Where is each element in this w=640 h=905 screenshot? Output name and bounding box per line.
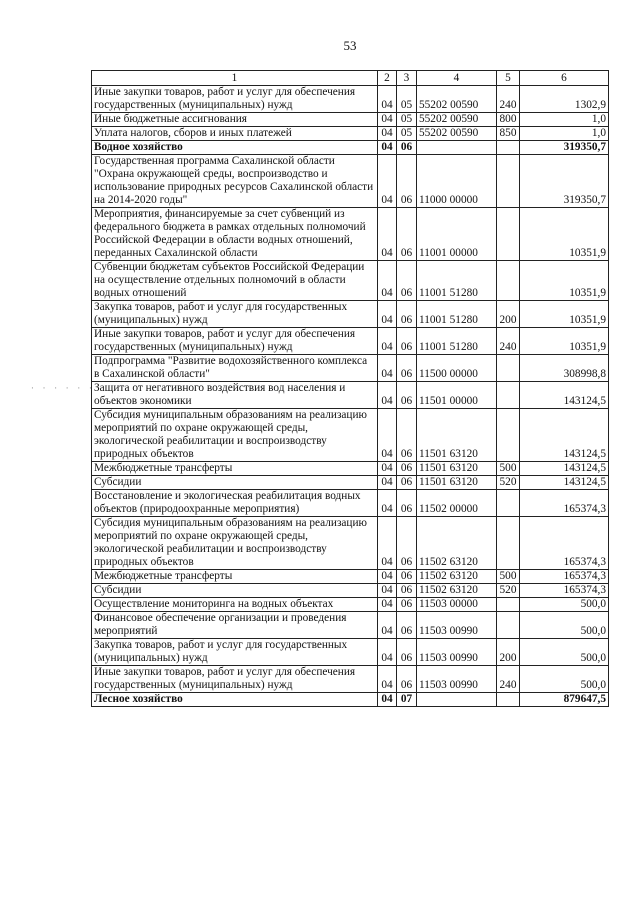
row-target-article: 55202 00590 <box>417 113 497 127</box>
row-amount: 165374,3 <box>520 584 609 598</box>
row-amount: 165374,3 <box>520 570 609 584</box>
header-target-article: 4 <box>417 71 497 86</box>
row-expense-type <box>497 490 520 517</box>
row-name: Защита от негативного воздействия вод населения и объектов экономики <box>92 382 378 409</box>
row-name: Иные закупки товаров, работ и услуг для обеспечения государственных (муниципальных) нужд <box>92 328 378 355</box>
header-amount: 6 <box>520 71 609 86</box>
row-subsection: 06 <box>397 666 417 693</box>
row-amount: 10351,9 <box>520 261 609 301</box>
row-name: Восстановление и экологическая реабилитация водных объектов (природоохранные мероприятия) <box>92 490 378 517</box>
row-target-article: 11503 00990 <box>417 666 497 693</box>
row-section: 04 <box>378 301 397 328</box>
row-expense-type <box>497 598 520 612</box>
row-name: Мероприятия, финансируемые за счет субвенций из федерального бюджета в рамках отдельных полномочий Российской Федерации в области водных отношений, переданных Сахалинской области <box>92 208 378 261</box>
row-subsection: 06 <box>397 141 417 155</box>
table-row <box>92 113 609 127</box>
row-name: Закупка товаров, работ и услуг для государственных (муниципальных) нужд <box>92 301 378 328</box>
row-amount: 879647,5 <box>520 693 609 707</box>
header-section: 2 <box>378 71 397 86</box>
row-subsection: 06 <box>397 517 417 570</box>
row-target-article: 11503 00000 <box>417 598 497 612</box>
row-expense-type: 240 <box>497 666 520 693</box>
row-expense-type <box>497 612 520 639</box>
row-name: Субвенции бюджетам субъектов Российской Федерации на осуществление отдельных полномочий в области водных отношений <box>92 261 378 301</box>
table-row <box>92 639 609 666</box>
row-subsection: 06 <box>397 355 417 382</box>
row-amount: 500,0 <box>520 598 609 612</box>
row-name: Иные закупки товаров, работ и услуг для обеспечения государственных (муниципальных) нужд <box>92 86 378 113</box>
row-target-article: 11500 00000 <box>417 355 497 382</box>
row-name: Межбюджетные трансферты <box>92 570 378 584</box>
row-target-article: 11000 00000 <box>417 155 497 208</box>
row-amount: 165374,3 <box>520 517 609 570</box>
row-name: Закупка товаров, работ и услуг для государственных (муниципальных) нужд <box>92 639 378 666</box>
row-section: 04 <box>378 86 397 113</box>
row-target-article: 11501 63120 <box>417 462 497 476</box>
header-expense-type: 5 <box>497 71 520 86</box>
table-row <box>92 261 609 301</box>
table-row <box>92 355 609 382</box>
row-expense-type <box>497 517 520 570</box>
row-subsection: 06 <box>397 301 417 328</box>
row-target-article: 11001 51280 <box>417 301 497 328</box>
row-subsection: 06 <box>397 328 417 355</box>
row-target-article: 11001 51280 <box>417 328 497 355</box>
budget-table <box>91 70 609 707</box>
row-expense-type <box>497 208 520 261</box>
row-section: 04 <box>378 113 397 127</box>
row-amount: 10351,9 <box>520 208 609 261</box>
row-name: Уплата налогов, сборов и иных платежей <box>92 127 378 141</box>
row-name: Иные бюджетные ассигнования <box>92 113 378 127</box>
row-subsection: 05 <box>397 113 417 127</box>
row-amount: 165374,3 <box>520 490 609 517</box>
row-name: Субсидия муниципальным образованиям на реализацию мероприятий по охране окружающей среды, экологической реабилитации и воспроизводству природных объектов <box>92 409 378 462</box>
row-amount: 1,0 <box>520 113 609 127</box>
row-subsection: 06 <box>397 155 417 208</box>
row-expense-type <box>497 382 520 409</box>
row-section: 04 <box>378 155 397 208</box>
row-target-article: 11503 00990 <box>417 612 497 639</box>
row-amount: 500,0 <box>520 639 609 666</box>
row-name: Субсидия муниципальным образованиям на реализацию мероприятий по охране окружающей среды, экологической реабилитации и воспроизводству природных объектов <box>92 517 378 570</box>
row-amount: 1,0 <box>520 127 609 141</box>
row-target-article <box>417 141 497 155</box>
row-target-article: 55202 00590 <box>417 127 497 141</box>
row-expense-type: 520 <box>497 476 520 490</box>
row-amount: 319350,7 <box>520 155 609 208</box>
row-target-article: 11501 63120 <box>417 476 497 490</box>
row-expense-type <box>497 155 520 208</box>
row-subsection: 06 <box>397 490 417 517</box>
row-amount: 500,0 <box>520 666 609 693</box>
row-expense-type: 240 <box>497 328 520 355</box>
row-subsection: 06 <box>397 382 417 409</box>
row-target-article: 11001 51280 <box>417 261 497 301</box>
header-subsection: 3 <box>397 71 417 86</box>
row-amount: 10351,9 <box>520 328 609 355</box>
row-section: 04 <box>378 462 397 476</box>
row-section: 04 <box>378 141 397 155</box>
row-expense-type: 240 <box>497 86 520 113</box>
header-name: 1 <box>92 71 378 86</box>
row-section: 04 <box>378 490 397 517</box>
row-subsection: 05 <box>397 86 417 113</box>
row-name: Лесное хозяйство <box>92 693 378 707</box>
table-row <box>92 612 609 639</box>
table-row <box>92 86 609 113</box>
row-amount: 308998,8 <box>520 355 609 382</box>
table-row <box>92 328 609 355</box>
row-name: Субсидии <box>92 584 378 598</box>
row-expense-type <box>497 261 520 301</box>
row-name: Иные закупки товаров, работ и услуг для обеспечения государственных (муниципальных) нужд <box>92 666 378 693</box>
row-expense-type: 500 <box>497 462 520 476</box>
row-target-article <box>417 693 497 707</box>
row-name: Подпрограмма "Развитие водохозяйственного комплекса в Сахалинской области" <box>92 355 378 382</box>
row-section: 04 <box>378 476 397 490</box>
row-amount: 10351,9 <box>520 301 609 328</box>
row-target-article: 55202 00590 <box>417 86 497 113</box>
row-amount: 500,0 <box>520 612 609 639</box>
row-amount: 319350,7 <box>520 141 609 155</box>
row-subsection: 07 <box>397 693 417 707</box>
row-target-article: 11501 00000 <box>417 382 497 409</box>
scan-mark: · · · · · · <box>30 384 94 393</box>
table-row <box>92 598 609 612</box>
row-amount: 143124,5 <box>520 476 609 490</box>
row-target-article: 11502 63120 <box>417 570 497 584</box>
table-row <box>92 208 609 261</box>
row-name: Финансовое обеспечение организации и проведения мероприятий <box>92 612 378 639</box>
row-subsection: 06 <box>397 598 417 612</box>
table-row <box>92 584 609 598</box>
row-target-article: 11503 00990 <box>417 639 497 666</box>
row-section: 04 <box>378 261 397 301</box>
row-subsection: 06 <box>397 612 417 639</box>
row-amount: 143124,5 <box>520 462 609 476</box>
row-amount: 143124,5 <box>520 382 609 409</box>
row-expense-type <box>497 141 520 155</box>
row-section: 04 <box>378 612 397 639</box>
row-expense-type: 850 <box>497 127 520 141</box>
row-subsection: 06 <box>397 570 417 584</box>
table-row <box>92 570 609 584</box>
row-subsection: 06 <box>397 462 417 476</box>
row-name: Межбюджетные трансферты <box>92 462 378 476</box>
row-subsection: 06 <box>397 208 417 261</box>
row-target-article: 11502 63120 <box>417 517 497 570</box>
row-target-article: 11501 63120 <box>417 409 497 462</box>
row-subsection: 06 <box>397 584 417 598</box>
row-expense-type: 200 <box>497 639 520 666</box>
row-name: Субсидии <box>92 476 378 490</box>
row-expense-type <box>497 409 520 462</box>
row-name: Осуществление мониторинга на водных объектах <box>92 598 378 612</box>
row-section: 04 <box>378 693 397 707</box>
table-row <box>92 409 609 462</box>
row-expense-type <box>497 693 520 707</box>
row-section: 04 <box>378 355 397 382</box>
table-row <box>92 301 609 328</box>
row-amount: 1302,9 <box>520 86 609 113</box>
row-subsection: 06 <box>397 409 417 462</box>
row-section: 04 <box>378 584 397 598</box>
row-expense-type <box>497 355 520 382</box>
row-target-article: 11502 00000 <box>417 490 497 517</box>
table-row <box>92 490 609 517</box>
row-section: 04 <box>378 409 397 462</box>
table-row <box>92 141 609 155</box>
row-subsection: 06 <box>397 261 417 301</box>
row-target-article: 11502 63120 <box>417 584 497 598</box>
row-name: Водное хозяйство <box>92 141 378 155</box>
row-expense-type: 800 <box>497 113 520 127</box>
row-subsection: 05 <box>397 127 417 141</box>
table-row <box>92 517 609 570</box>
row-name: Государственная программа Сахалинской области "Охрана окружающей среды, воспроизводство и использование природных ресурсов Сахалинской области на 2014-2020 годы" <box>92 155 378 208</box>
table-row <box>92 666 609 693</box>
row-subsection: 06 <box>397 476 417 490</box>
table-body <box>92 86 609 707</box>
row-section: 04 <box>378 517 397 570</box>
row-subsection: 06 <box>397 639 417 666</box>
row-section: 04 <box>378 598 397 612</box>
row-section: 04 <box>378 666 397 693</box>
page-number: 53 <box>343 38 357 53</box>
row-expense-type: 500 <box>497 570 520 584</box>
table-row <box>92 462 609 476</box>
table-row <box>92 382 609 409</box>
row-expense-type: 520 <box>497 584 520 598</box>
row-section: 04 <box>378 382 397 409</box>
table-row <box>92 476 609 490</box>
table-header-row <box>92 71 609 86</box>
row-section: 04 <box>378 328 397 355</box>
row-section: 04 <box>378 570 397 584</box>
row-section: 04 <box>378 208 397 261</box>
row-expense-type: 200 <box>497 301 520 328</box>
row-target-article: 11001 00000 <box>417 208 497 261</box>
row-amount: 143124,5 <box>520 409 609 462</box>
table-row <box>92 127 609 141</box>
table-row <box>92 155 609 208</box>
row-section: 04 <box>378 639 397 666</box>
table-row <box>92 693 609 707</box>
row-section: 04 <box>378 127 397 141</box>
